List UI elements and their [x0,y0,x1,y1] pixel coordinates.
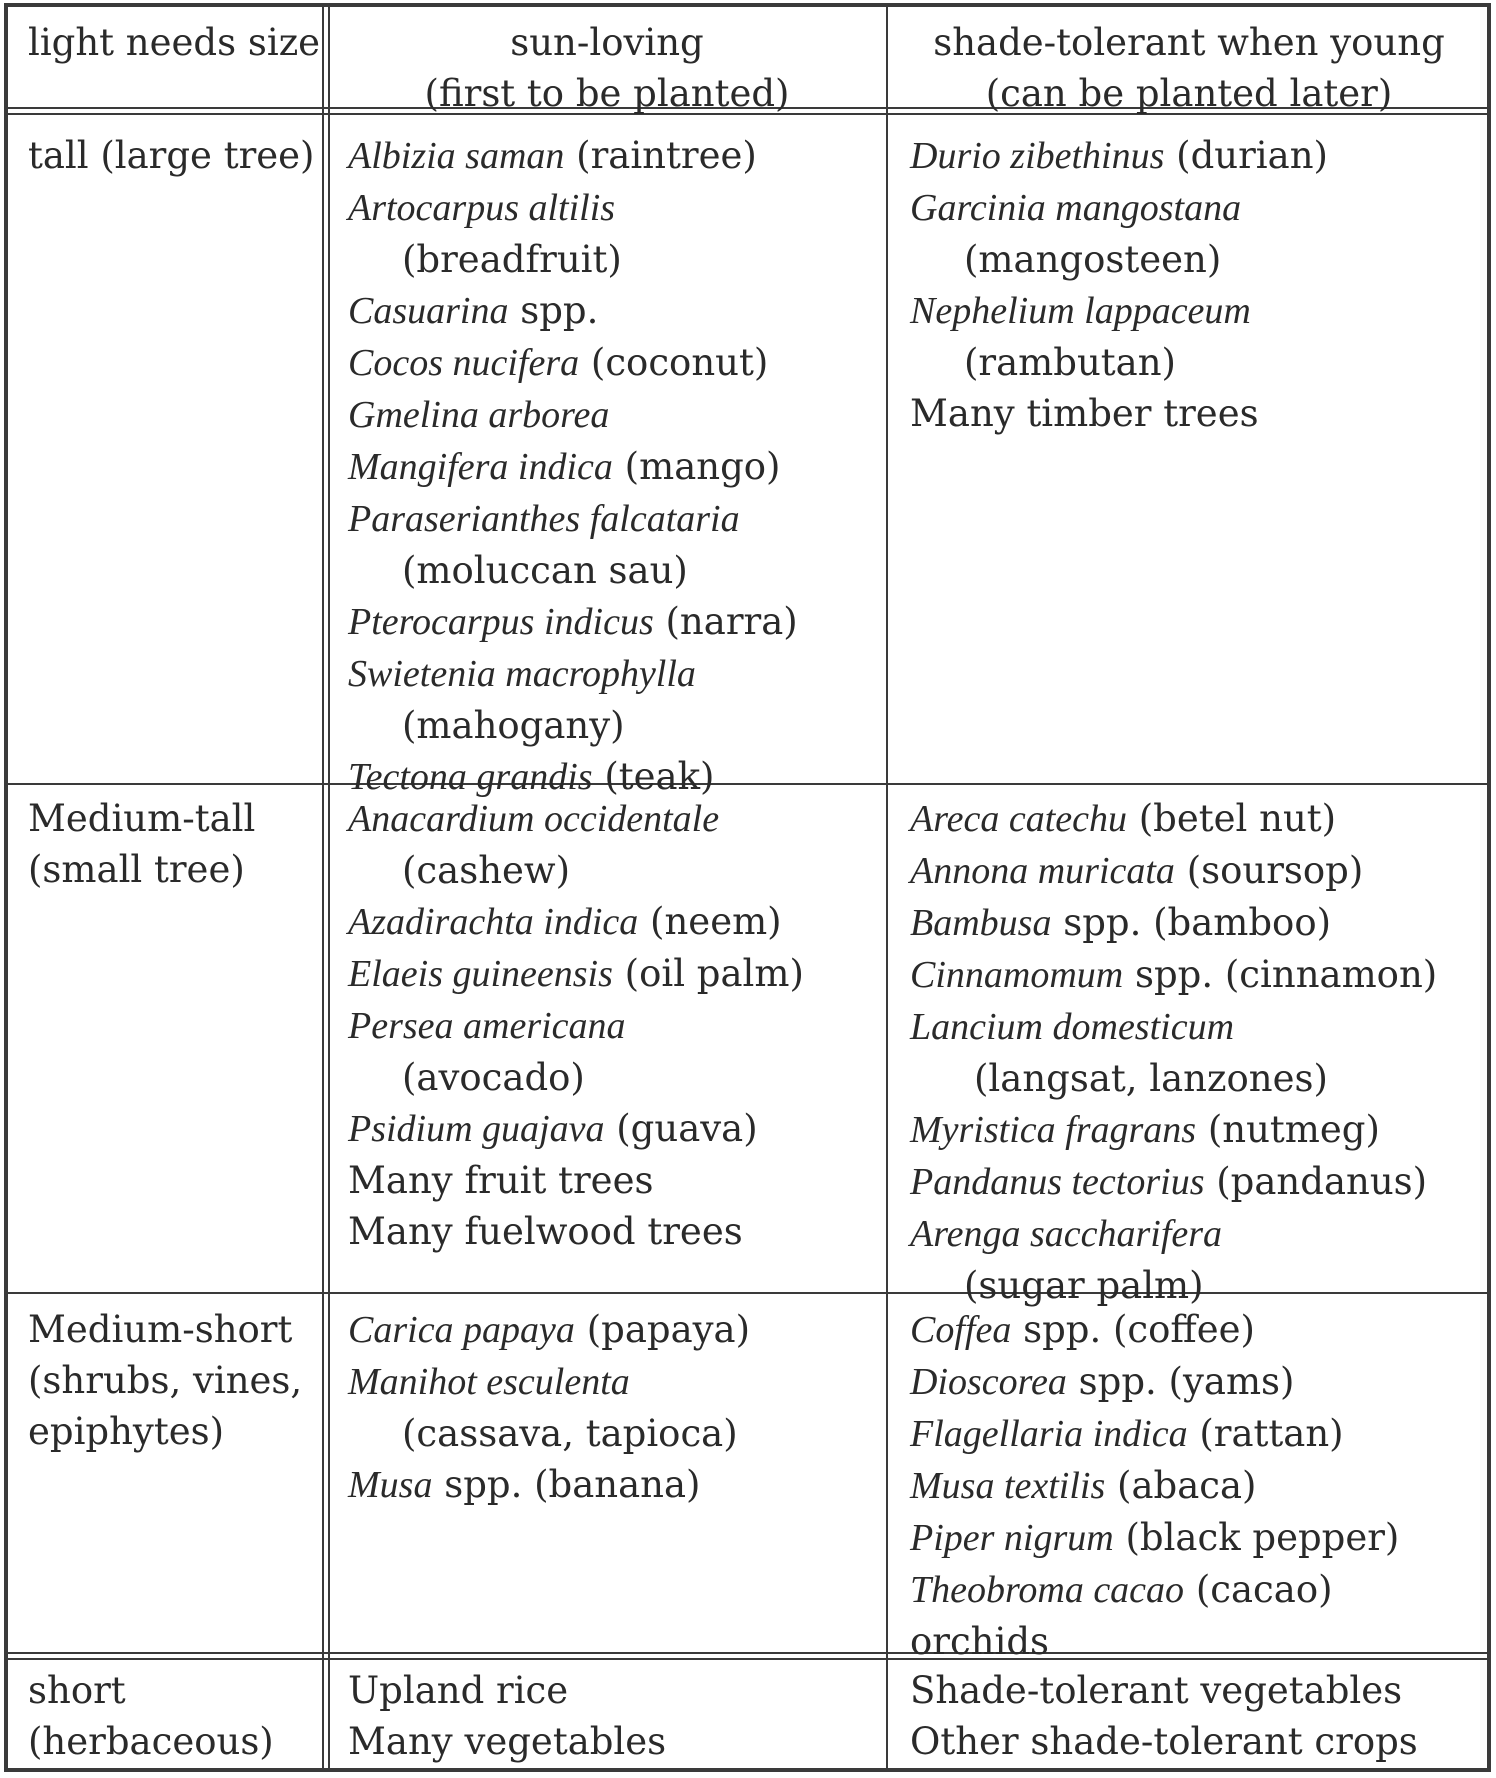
plant-entry [910,845,1437,897]
common-name: (mango) [612,445,781,488]
plant-entry [348,596,798,648]
species-name: Anacardium occidentale [348,798,720,840]
species-name: Persea americana [348,1005,626,1047]
size-label-line: epiphytes) [28,1410,225,1453]
common-name: (guava) [604,1107,758,1150]
plant-entry [910,1208,1437,1260]
common-name: (soursop) [1174,849,1364,892]
common-name: Shade-tolerant vegetables [910,1669,1403,1712]
common-name: (coconut) [579,341,769,384]
plant-entry [348,285,798,337]
common-name: (neem) [638,900,782,943]
size-label-line: Medium-tall [28,797,256,840]
plant-entry [910,388,1328,439]
common-name: (rattan) [1187,1412,1344,1455]
common-name: Other shade-tolerant crops [910,1720,1418,1763]
plant-entry [910,1156,1437,1208]
plant-entry [910,1665,1418,1716]
plant-entry [348,545,798,596]
column-divider [886,7,888,1768]
species-name: Psidium guajava [348,1108,605,1150]
species-name: Swietenia macrophylla [348,653,696,695]
species-name: Musa textilis [910,1465,1106,1507]
size-label-line: short [28,1669,126,1712]
plant-entry [910,1564,1399,1616]
plant-entry [910,182,1328,234]
species-name: Cinnamomum [910,954,1124,996]
common-name: (avocado) [402,1056,585,1099]
common-name: (papaya) [574,1308,751,1351]
plant-entry [910,1512,1399,1564]
plant-entry [348,1716,666,1767]
species-name: Durio zibethinus [910,135,1165,177]
common-name: Many fuelwood trees [348,1210,743,1253]
common-name: spp. (banana) [432,1463,701,1506]
common-name: (nutmeg) [1196,1108,1380,1151]
common-name: (cashew) [402,849,571,892]
size-label-line: Medium-short [28,1308,293,1351]
size-label-line: (small tree) [28,848,245,891]
plant-entry [910,897,1437,949]
plant-entry [348,441,798,493]
species-name: Gmelina arborea [348,394,610,436]
species-name: Tectona grandis [348,756,593,798]
plant-entry [910,1053,1437,1104]
species-name: Coffea [910,1309,1012,1351]
species-name: Elaeis guineensis [348,953,613,995]
plant-entry [910,337,1328,388]
plant-entry [348,1103,804,1155]
species-name: Mangifera indica [348,446,613,488]
species-name: Paraserianthes falcataria [348,498,740,540]
plant-entry [348,1459,750,1511]
plant-entry [910,1716,1418,1767]
plant-entry [348,1052,804,1103]
plant-entry [348,1304,750,1356]
species-name: Areca catechu [910,798,1127,840]
plant-entry [910,285,1328,337]
common-name: (teak) [592,755,715,798]
species-name: Garcinia mangostana [910,187,1242,229]
species-name: Pterocarpus indicus [348,601,654,643]
crop-table [4,3,1491,1772]
plant-entry [910,130,1328,182]
species-name: Flagellaria indica [910,1413,1188,1455]
shade-cell-tall [910,130,1328,439]
common-name: (cassava, tapioca) [402,1412,738,1455]
common-name: (mangosteen) [964,238,1222,281]
size-label-line: tall (large tree) [28,134,315,177]
plant-entry [910,793,1437,845]
common-name: (breadfruit) [402,238,622,281]
plant-entry [348,1665,666,1716]
species-name: Lancium domesticum [910,1006,1235,1048]
species-name: Carica papaya [348,1309,575,1351]
species-name: Annona muricata [910,850,1175,892]
common-name: (betel nut) [1126,797,1337,840]
column-divider [322,7,330,1768]
common-name: (narra) [653,600,798,643]
species-name: Piper nigrum [910,1517,1114,1559]
common-name: Many fruit trees [348,1159,654,1202]
plant-entry [348,1356,750,1408]
common-name: (mahogany) [402,704,625,747]
plant-entry [348,1408,750,1459]
common-name: (black pepper) [1113,1516,1400,1559]
species-name: Albizia saman [348,135,565,177]
common-name: (oil palm) [612,952,804,995]
species-name: Pandanus tectorius [910,1161,1205,1203]
common-name: (pandanus) [1204,1160,1428,1203]
common-name: (durian) [1164,134,1328,177]
species-name: Manihot esculenta [348,1361,630,1403]
common-name: spp. (coffee) [1011,1308,1255,1351]
species-name: Artocarpus altilis [348,187,616,229]
plant-entry [348,493,798,545]
common-name: spp. (cinnamon) [1123,953,1438,996]
size-cell-medium-tall [28,793,255,895]
species-name: Dioscorea [910,1361,1067,1403]
plant-entry [348,389,798,441]
plant-entry [348,1155,804,1206]
size-cell-tall [28,130,315,181]
plant-entry [910,234,1328,285]
plant-entry [910,1460,1399,1512]
plant-entry [910,1408,1399,1460]
header-col-size: light needs size [28,21,321,64]
common-name: (sugar palm) [964,1264,1204,1307]
species-name: Musa [348,1464,433,1506]
plant-entry [348,182,798,234]
species-name: Myristica fragrans [910,1109,1197,1151]
size-cell-short [28,1665,274,1767]
plant-entry [910,1356,1399,1408]
size-label-line: (herbaceous) [28,1720,274,1763]
plant-entry [348,845,804,896]
sun-cell-short [348,1665,666,1767]
header-col-shade: shade-tolerant when young (can be planted later) [933,21,1445,115]
species-name: Nephelium lappaceum [910,290,1251,332]
plant-entry [348,1206,804,1257]
common-name: (abaca) [1105,1464,1257,1507]
common-name: spp. (bamboo) [1051,901,1332,944]
plant-entry [348,337,798,389]
header-col-sun: sun-loving (first to be planted) [424,21,790,115]
common-name: spp. [508,289,599,332]
shade-cell-medium-short [910,1304,1399,1667]
plant-entry [348,648,798,700]
plant-entry [348,793,804,845]
shade-cell-short [910,1665,1418,1767]
species-name: Casuarina [348,290,509,332]
species-name: Cocos nucifera [348,342,580,384]
plant-entry [348,700,798,751]
common-name: Many timber trees [910,392,1259,435]
sun-cell-medium-tall [348,793,804,1257]
common-name: Upland rice [348,1669,569,1712]
common-name: (cacao) [1184,1568,1333,1611]
species-name: Azadirachta indica [348,901,639,943]
sun-cell-medium-short [348,1304,750,1511]
plant-entry [910,1104,1437,1156]
shade-cell-medium-tall [910,793,1437,1311]
sun-cell-tall [348,130,798,803]
plant-entry [910,1304,1399,1356]
species-name: Bambusa [910,902,1052,944]
size-label-line: (shrubs, vines, [28,1359,303,1402]
plant-entry [348,948,804,1000]
plant-entry [910,1001,1437,1053]
common-name: (raintree) [564,134,757,177]
common-name: (rambutan) [964,341,1176,384]
plant-entry [348,896,804,948]
common-name: (langsat, lanzones) [974,1057,1328,1100]
plant-entry [348,234,798,285]
species-name: Arenga saccharifera [910,1213,1223,1255]
plant-entry [348,130,798,182]
common-name: (moluccan sau) [402,549,688,592]
plant-entry [910,949,1437,1001]
common-name: Many vegetables [348,1720,667,1763]
size-cell-medium-short [28,1304,302,1457]
species-name: Theobroma cacao [910,1569,1185,1611]
plant-entry [348,1000,804,1052]
common-name: spp. (yams) [1066,1360,1295,1403]
common-name: orchids [910,1620,1050,1663]
plant-entry [910,1616,1399,1667]
